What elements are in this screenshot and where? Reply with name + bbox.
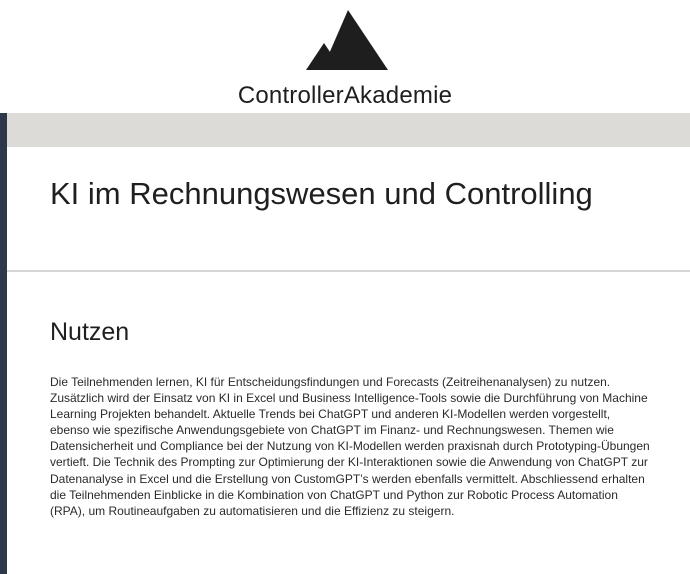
header-band	[0, 113, 690, 147]
section-body-text: Die Teilnehmenden lernen, KI für Entscheidungsfindungen und Forecasts (Zeitreihenanalysen) zu nutzen. Zusätzlich wird der Einsatz von KI in Excel und Business Intelligence-Tools sowie die Durchführung von Machine Learning Projekten behandelt. Aktuelle Trends bei ChatGPT und anderen KI-Modellen werden vorgestellt, ebenso wie spezifische Anwendungsgebiete von ChatGPT im Finanz- und Rechnungswesen. Themen wie Datensicherheit und Compliance bei der Nutzung von KI-Modellen werden praxisnah durch Prototyping-Übungen vertieft. Die Technik des Prompting zur Optimierung der KI-Interaktionen sowie die Anwendung von ChatGPT zur Datenanalyse in Excel und die Erstellung von CustomGPT’s werden ebenfalls vermittelt. Abschliessend erhalten die Teilnehmenden Einblicke in die Kombination von ChatGPT und Python zur Robotic Process Automation (RPA), um Routineaufgaben zu automatisieren und die Effizienz zu steigern.	[50, 375, 650, 518]
site-header	[0, 0, 690, 113]
section-heading: Nutzen	[50, 318, 130, 346]
left-accent-bar	[0, 113, 7, 574]
title-divider	[7, 270, 690, 272]
brand-name[interactable]: ControllerAkademie	[237, 82, 453, 109]
mountain-triangle-logo-icon[interactable]	[304, 8, 388, 72]
page-title: KI im Rechnungswesen und Controlling	[50, 176, 593, 211]
